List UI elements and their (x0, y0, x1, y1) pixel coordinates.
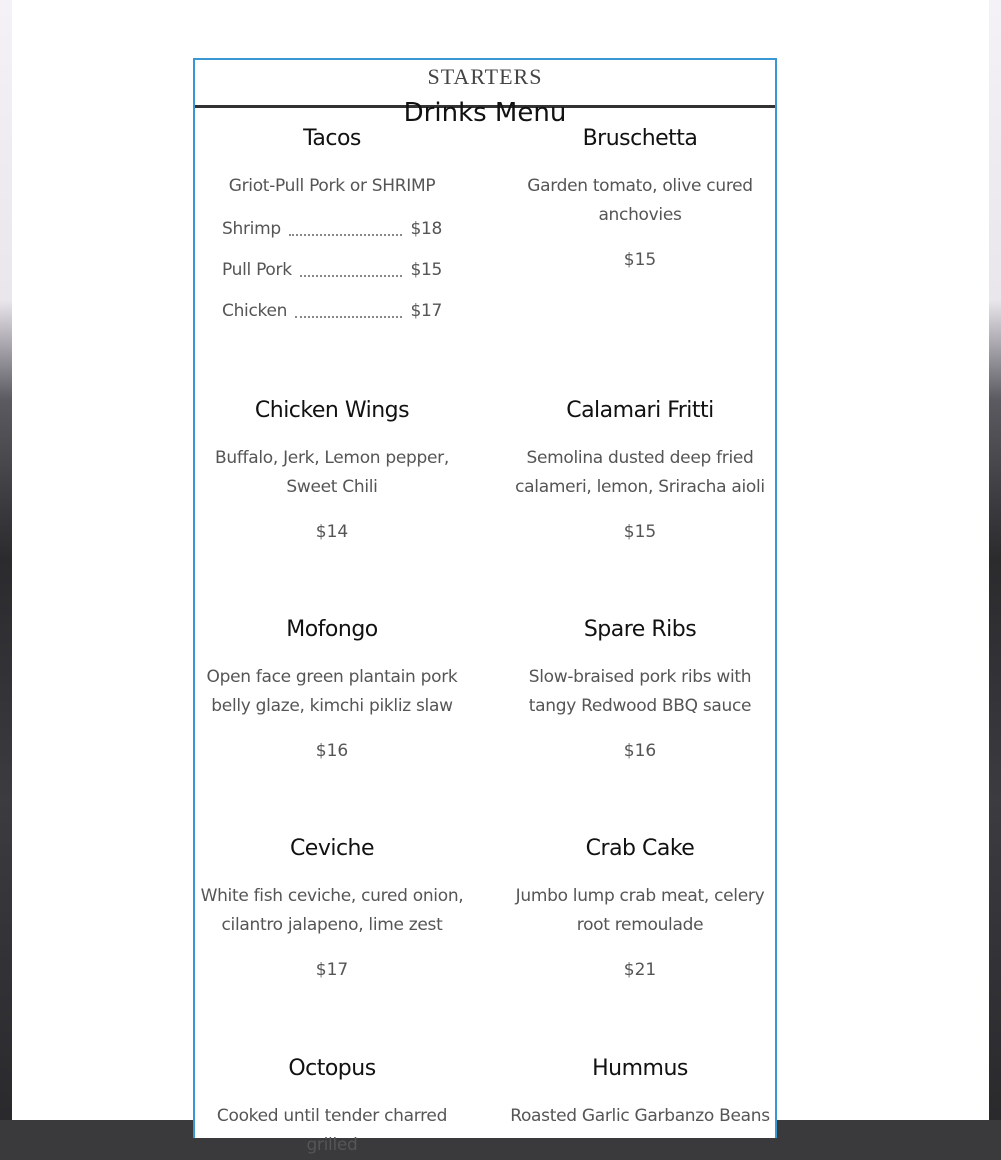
menu-item-bruschetta (505, 124, 775, 275)
item-name: Octopus (288, 1056, 376, 1081)
price-option-row (222, 297, 442, 338)
dot-leader (300, 267, 403, 277)
item-name: Spare Ribs (583, 617, 697, 642)
item-name: Bruschetta (582, 126, 698, 151)
item-description: Open face green plantain pork belly glaze, kimchi pikliz slaw (206, 667, 458, 716)
menu-item-tacos (197, 124, 467, 338)
item-price: $16 (315, 741, 349, 761)
item-description: Cooked until tender charred grilled (216, 1106, 448, 1155)
menu-item-hummus (505, 1054, 775, 1131)
item-name: Calamari Fritti (566, 398, 714, 423)
option-price: $18 (410, 219, 442, 239)
option-label: Chicken (222, 301, 288, 321)
menu-box (193, 58, 777, 1155)
item-name: Hummus (592, 1056, 688, 1081)
item-name: Tacos (303, 126, 361, 151)
item-description: Roasted Garlic Garbanzo Beans (510, 1106, 770, 1126)
item-name: Mofongo (286, 617, 378, 642)
menu-item-spare-ribs (505, 615, 775, 766)
price-options (222, 215, 442, 338)
dot-leader (295, 308, 402, 318)
menu-item-calamari-fritti (505, 396, 775, 547)
item-description: Garden tomato, olive cured anchovies (527, 176, 753, 225)
item-description: Jumbo lump crab meat, celery root remoulade (515, 886, 765, 935)
item-price: $21 (623, 960, 657, 980)
menu-item-chicken-wings (197, 396, 467, 547)
menu-item-crab-cake (505, 834, 775, 985)
item-price: $14 (315, 522, 349, 542)
menu-item-ceviche (197, 834, 467, 985)
price-option-row (222, 215, 442, 256)
option-price: $17 (410, 301, 442, 321)
dot-leader (289, 226, 403, 236)
page-canvas (12, 0, 989, 1155)
section-title: STARTERS (427, 64, 543, 89)
item-name: Chicken Wings (254, 398, 410, 423)
option-label: Shrimp (222, 219, 281, 239)
menu-item-octopus (197, 1054, 467, 1160)
menu-item-mofongo (197, 615, 467, 766)
item-description: Semolina dusted deep fried calameri, lemon, Sriracha aioli (515, 448, 765, 497)
item-name: Ceviche (289, 836, 375, 861)
item-description: Slow-braised pork ribs with tangy Redwood BBQ sauce (528, 667, 752, 716)
item-description: Buffalo, Jerk, Lemon pepper, Sweet Chili (215, 448, 449, 497)
item-name: Crab Cake (585, 836, 695, 861)
price-option-row (222, 256, 442, 297)
drinks-menu-title: Drinks Menu (403, 98, 567, 128)
item-price: $15 (623, 250, 657, 270)
item-description: Griot-Pull Pork or SHRIMP (228, 176, 436, 196)
option-price: $15 (410, 260, 442, 280)
item-price: $17 (315, 960, 349, 980)
item-price: $16 (623, 741, 657, 761)
option-label: Pull Pork (222, 260, 292, 280)
item-description: White fish ceviche, cured onion, cilantro jalapeno, lime zest (200, 886, 464, 935)
item-price: $15 (623, 522, 657, 542)
